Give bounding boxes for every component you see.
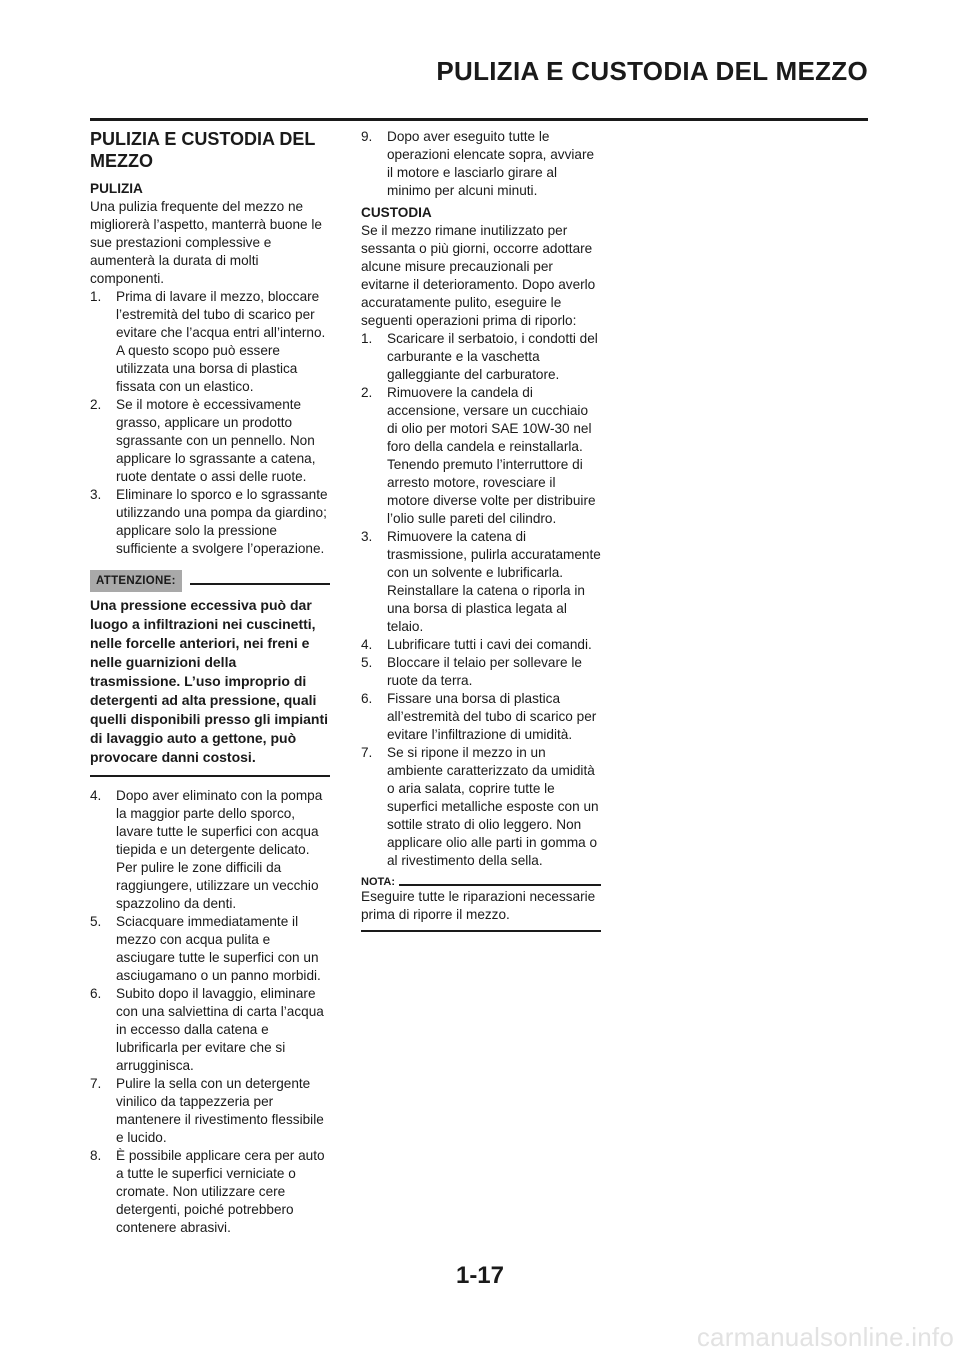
cleaning-steps-a bbox=[90, 288, 330, 558]
step-text: Rimuovere la catena di trasmissione, pulirla accuratamente con un solvente e lubrificarla. Reinstallare la catena o riporla in una borsa di plastica legata al telaio. bbox=[387, 529, 601, 634]
note-label: NOTA: bbox=[361, 876, 396, 888]
cleaning-steps-c bbox=[361, 128, 601, 200]
list-item bbox=[90, 1147, 330, 1237]
step-number: 6. bbox=[90, 986, 102, 1001]
watermark: carmanualsonline.info bbox=[696, 1322, 954, 1352]
step-text: Eliminare lo sporco e lo sgrassante utilizzando una pompa da giardino; applicare solo la pressione sufficiente a svolgere l’operazione. bbox=[116, 487, 328, 556]
step-text: Dopo aver eseguito tutte le operazioni elencate sopra, avviare il motore e lasciarlo girare al minimo per alcuni minuti. bbox=[387, 129, 595, 198]
step-text: Rimuovere la candela di accensione, versare un cucchiaio di olio per motori SAE 10W-30 nel foro della candela e reinstallarla. Tenendo premuto l’interruttore di arresto motore, rovesciare il motore diverse volte per distribuire l’olio sulle pareti del cilindro. bbox=[387, 385, 596, 526]
step-text: È possibile applicare cera per auto a tutte le superfici verniciate o cromate. Non utilizzare cere detergenti, poiché potrebbero contenere abrasivi. bbox=[116, 1148, 325, 1235]
note-divider bbox=[399, 884, 601, 886]
note-rule bbox=[361, 930, 601, 932]
caution-box bbox=[90, 570, 330, 777]
step-number: 4. bbox=[90, 788, 102, 803]
step-text: Se il motore è eccessivamente grasso, applicare un prodotto sgrassante con un pennello. Non applicare lo sgrassante a catena, ruote dentate o assi delle ruote. bbox=[116, 397, 316, 484]
step-number: 2. bbox=[361, 385, 373, 400]
step-text: Se si ripone il mezzo in un ambiente caratterizzato da umidità o aria salata, coprire tutte le superfici metalliche esposte con un sottile strato di olio leggero. Non applicare olio alle parti in gomma o al rivestimento della sella. bbox=[387, 745, 599, 868]
step-text: Fissare una borsa di plastica all’estremità del tubo di scarico per evitare l’infiltrazione di umidità. bbox=[387, 691, 597, 742]
left-column bbox=[90, 128, 330, 1237]
section-title: PULIZIA E CUSTODIA DEL MEZZO bbox=[90, 129, 316, 171]
step-number: 9. bbox=[361, 129, 373, 144]
step-number: 6. bbox=[361, 691, 373, 706]
list-item bbox=[361, 636, 601, 654]
step-number: 8. bbox=[90, 1148, 102, 1163]
step-number: 1. bbox=[361, 331, 373, 346]
caution-rule bbox=[90, 775, 330, 777]
storage-heading: CUSTODIA bbox=[361, 205, 432, 220]
storage-intro: Se il mezzo rimane inutilizzato per sessanta o più giorni, occorre adottare alcune misure precauzionali per evitarne il deterioramento. Dopo averlo accuratamente pulito, eseguire le seguenti operazioni prima di riporlo: bbox=[361, 223, 596, 328]
middle-column bbox=[361, 128, 601, 932]
step-number: 2. bbox=[90, 397, 102, 412]
step-number: 5. bbox=[90, 914, 102, 929]
step-number: 7. bbox=[90, 1076, 102, 1091]
step-text: Pulire la sella con un detergente vinilico da tappezzeria per mantenere il rivestimento flessibile e lucido. bbox=[116, 1076, 324, 1145]
note-box bbox=[361, 876, 601, 932]
storage-steps bbox=[361, 330, 601, 870]
cleaning-intro: Una pulizia frequente del mezzo ne migliorerà l’aspetto, manterrà buone le sue prestazioni complessive e aumenterà la durata di molti componenti. bbox=[90, 199, 322, 286]
list-item bbox=[90, 787, 330, 913]
header-rule bbox=[90, 118, 868, 121]
note-text: Eseguire tutte le riparazioni necessarie prima di riporre il mezzo. bbox=[361, 889, 596, 922]
caution-text: Una pressione eccessiva può dar luogo a infiltrazioni nei cuscinetti, nelle forcelle anteriori, nei freni e nelle guarnizioni della trasmissione. L’uso improprio di detergenti ad alta pressione, quali quelli disponibili presso gli impianti di lavaggio auto a gettone, può provocare danni costosi. bbox=[90, 597, 329, 765]
list-item bbox=[90, 1075, 330, 1147]
step-text: Dopo aver eliminato con la pompa la maggior parte dello sporco, lavare tutte le superfici con acqua tiepida e un detergente delicato. Per pulire le zone difficili da raggiungere, utilizzare un vecchio spazzolino da denti. bbox=[116, 788, 323, 911]
page-header-title: PULIZIA E CUSTODIA DEL MEZZO bbox=[436, 56, 868, 86]
list-item bbox=[361, 330, 601, 384]
step-text: Lubrificare tutti i cavi dei comandi. bbox=[387, 637, 592, 652]
list-item bbox=[361, 690, 601, 744]
step-number: 4. bbox=[361, 637, 373, 652]
list-item bbox=[361, 528, 601, 636]
cleaning-steps-b bbox=[90, 787, 330, 1237]
list-item bbox=[90, 985, 330, 1075]
step-text: Bloccare il telaio per sollevare le ruote da terra. bbox=[387, 655, 582, 688]
cleaning-heading: PULIZIA bbox=[90, 181, 143, 196]
list-item bbox=[361, 128, 601, 200]
list-item bbox=[90, 288, 330, 396]
list-item bbox=[90, 396, 330, 486]
list-item bbox=[361, 384, 601, 528]
list-item bbox=[361, 654, 601, 690]
list-item bbox=[361, 744, 601, 870]
page-number: 1-17 bbox=[455, 1262, 505, 1289]
list-item bbox=[90, 913, 330, 985]
step-number: 1. bbox=[90, 289, 102, 304]
list-item bbox=[90, 486, 330, 558]
step-text: Subito dopo il lavaggio, eliminare con una salviettina di carta l’acqua in eccesso dalla catena e lubrificarla per evitare che si arrugginisca. bbox=[116, 986, 324, 1073]
step-text: Sciacquare immediatamente il mezzo con acqua pulita e asciugare tutte le superfici con un asciugamano o un panno morbidi. bbox=[116, 914, 321, 983]
caution-label: ATTENZIONE: bbox=[90, 570, 182, 592]
step-number: 3. bbox=[361, 529, 373, 544]
step-number: 3. bbox=[90, 487, 102, 502]
step-text: Scaricare il serbatoio, i condotti del carburante e la vaschetta galleggiante del carburatore. bbox=[387, 331, 598, 382]
step-number: 5. bbox=[361, 655, 373, 670]
step-number: 7. bbox=[361, 745, 373, 760]
step-text: Prima di lavare il mezzo, bloccare l’estremità del tubo di scarico per evitare che l’acqua entri all’interno. A questo scopo può essere utilizzata una borsa di plastica fissata con un elastico. bbox=[116, 289, 326, 394]
caution-divider bbox=[190, 583, 330, 585]
